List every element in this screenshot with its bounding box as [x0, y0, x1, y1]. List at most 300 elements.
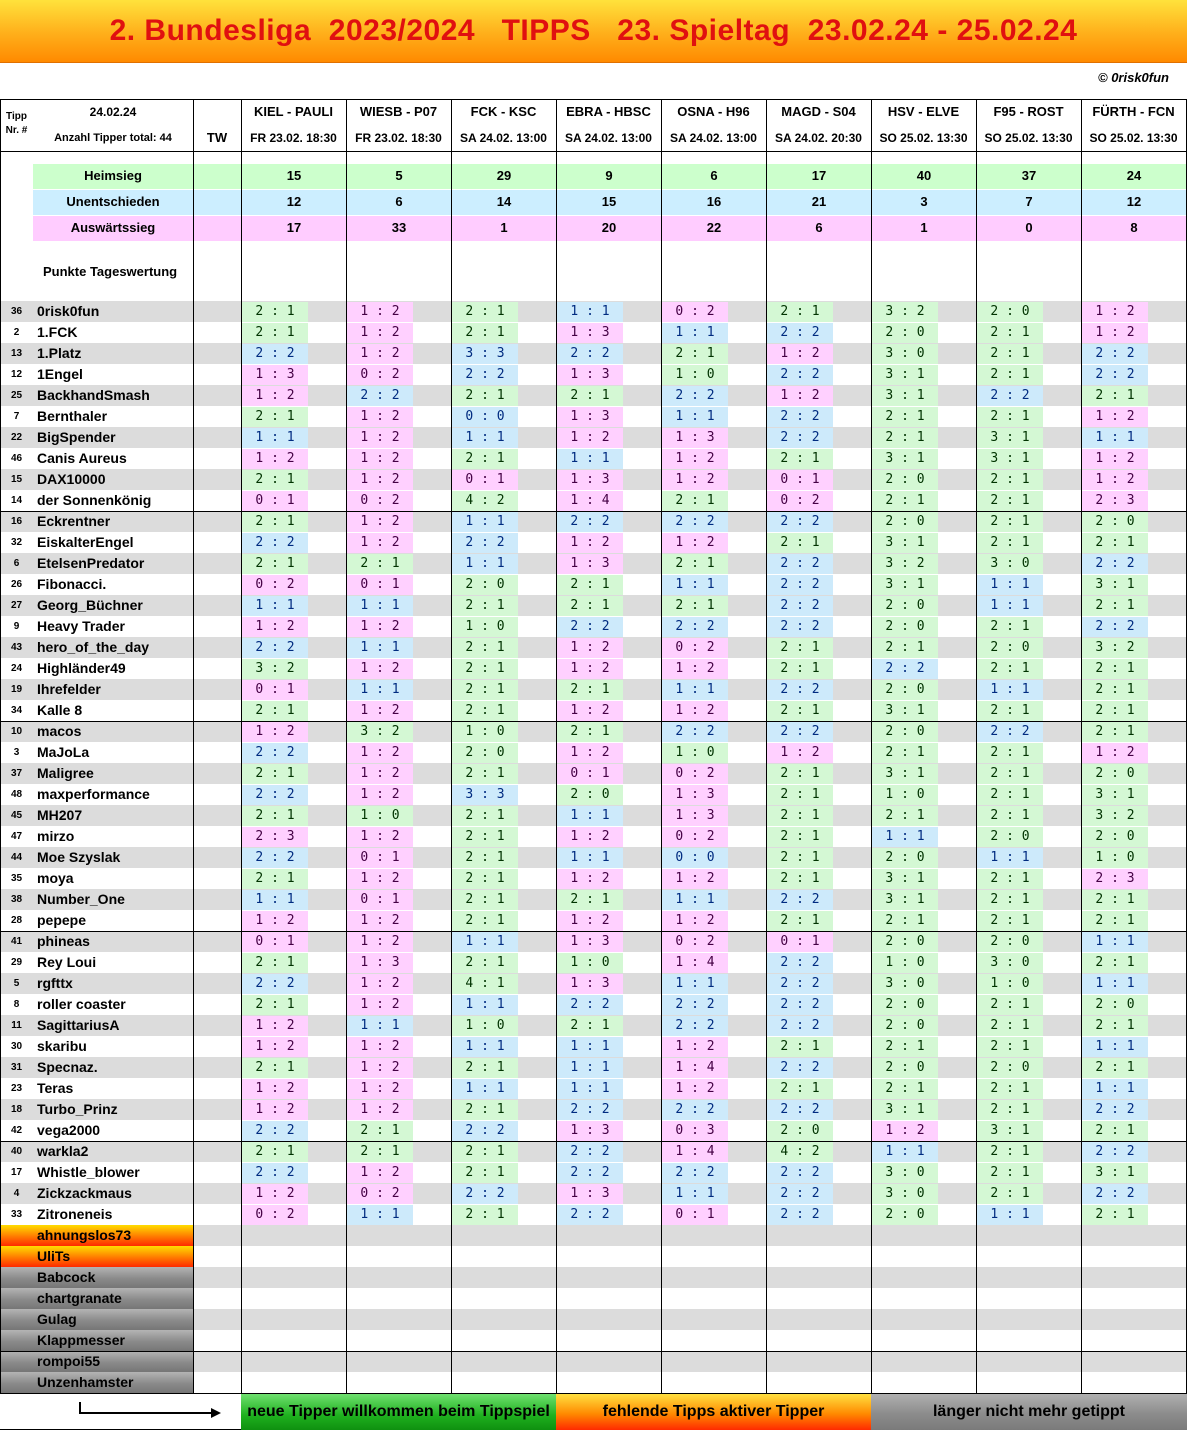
tip-cell: 2 : 2	[662, 1016, 728, 1036]
tip-cell: 1 : 2	[347, 911, 413, 931]
tip-cell: 1 : 2	[347, 1058, 413, 1078]
tipper-name: macos	[37, 723, 82, 739]
tip-cell: 1 : 2	[242, 386, 308, 406]
tip-cell: 3 : 2	[347, 722, 413, 742]
tipper-nr: 13	[10, 348, 23, 359]
tip-cell: 3 : 1	[977, 449, 1043, 469]
tip-cell: 2 : 2	[242, 743, 308, 763]
tipper-nr: 44	[10, 852, 23, 863]
tip-cell: 1 : 2	[242, 911, 308, 931]
grid-vline	[1081, 99, 1082, 1393]
tipper-nr: 34	[10, 705, 23, 716]
tip-cell: 2 : 0	[1082, 827, 1148, 847]
tip-cell: 3 : 2	[872, 554, 938, 574]
tipper-name: pepepe	[37, 912, 87, 928]
stat-value: 14	[452, 190, 556, 215]
grid-vline	[241, 99, 242, 1393]
tip-cell: 2 : 0	[767, 1121, 833, 1141]
tipper-name: SagittariusA	[37, 1017, 120, 1033]
stat-value: 37	[977, 164, 1081, 189]
tip-cell: 2 : 1	[452, 302, 518, 322]
tip-cell: 2 : 1	[977, 1142, 1043, 1162]
tip-cell: 0 : 1	[557, 764, 623, 784]
tip-cell: 2 : 2	[242, 1121, 308, 1141]
tip-cell: 2 : 1	[767, 785, 833, 805]
tip-cell: 2 : 1	[1082, 533, 1148, 553]
tip-cell: 2 : 2	[767, 995, 833, 1015]
tipper-name: Zitroneneis	[37, 1206, 113, 1222]
tip-cell: 2 : 2	[767, 953, 833, 973]
tip-cell: 2 : 1	[242, 764, 308, 784]
tip-cell: 2 : 0	[872, 596, 938, 616]
tip-cell: 2 : 2	[767, 575, 833, 595]
tip-cell: 2 : 0	[977, 932, 1043, 952]
tip-cell: 2 : 1	[767, 449, 833, 469]
tip-cell: 1 : 1	[557, 449, 623, 469]
tip-cell: 2 : 2	[1082, 344, 1148, 364]
tipper-name: 1.FCK	[37, 324, 78, 340]
tip-cell: 2 : 1	[452, 701, 518, 721]
tipper-nr: 38	[10, 894, 23, 905]
tip-cell: 2 : 1	[977, 701, 1043, 721]
tipper-nr: 3	[13, 747, 20, 758]
match-time: SA 24.02. 13:00	[565, 131, 652, 145]
tipper-name: Number_One	[37, 891, 125, 907]
tip-cell: 1 : 0	[662, 743, 728, 763]
tip-cell: 2 : 2	[767, 1016, 833, 1036]
tipper-nr: 46	[10, 453, 23, 464]
tip-cell: 2 : 1	[452, 890, 518, 910]
tip-cell: 1 : 2	[662, 659, 728, 679]
tipper-nr: 19	[10, 684, 23, 695]
tipper-name: Turbo_Prinz	[37, 1101, 118, 1117]
tip-cell: 1 : 0	[452, 722, 518, 742]
tip-cell: 2 : 0	[1082, 995, 1148, 1015]
tip-cell: 2 : 2	[767, 596, 833, 616]
date-header: 24.02.24	[89, 105, 137, 119]
match-time: FR 23.02. 18:30	[250, 131, 337, 145]
tipper-name: EtelsenPredator	[37, 555, 145, 571]
stat-value: 6	[662, 164, 766, 189]
tip-cell: 2 : 1	[872, 491, 938, 511]
tip-cell: 1 : 3	[662, 806, 728, 826]
tip-cell: 1 : 2	[767, 386, 833, 406]
tipper-nr: 25	[10, 390, 23, 401]
tip-cell: 2 : 1	[872, 911, 938, 931]
tip-cell: 2 : 1	[347, 554, 413, 574]
stat-tw	[193, 164, 241, 189]
grid-hline	[0, 721, 1187, 722]
tip-cell: 3 : 0	[977, 953, 1043, 973]
tip-cell: 1 : 1	[1082, 1037, 1148, 1057]
tipper-nr: 15	[10, 474, 23, 485]
stat-value: 5	[347, 164, 451, 189]
stat-value: 24	[1082, 164, 1186, 189]
tip-cell: 1 : 1	[662, 680, 728, 700]
tip-cell: 1 : 2	[1082, 743, 1148, 763]
tip-cell: 4 : 1	[452, 974, 518, 994]
tip-cell: 0 : 3	[662, 1121, 728, 1141]
tip-cell: 2 : 2	[662, 995, 728, 1015]
missing-tipper-name: rompoi55	[37, 1353, 101, 1369]
tip-cell: 1 : 1	[347, 1205, 413, 1225]
tip-cell: 2 : 1	[872, 1079, 938, 1099]
stat-value: 9	[557, 164, 661, 189]
tip-cell: 1 : 2	[767, 344, 833, 364]
tip-cell: 4 : 2	[452, 491, 518, 511]
tip-cell: 0 : 2	[662, 827, 728, 847]
tipper-nr: 12	[10, 369, 23, 380]
legend-inactive: länger nicht mehr getippt	[871, 1394, 1187, 1430]
tip-cell: 2 : 1	[767, 764, 833, 784]
tip-cell: 2 : 2	[872, 659, 938, 679]
tipper-nr: 7	[13, 411, 20, 422]
tipper-name: DAX10000	[37, 471, 106, 487]
tip-cell: 3 : 3	[452, 785, 518, 805]
tip-cell: 3 : 1	[1082, 575, 1148, 595]
tip-cell: 3 : 2	[242, 659, 308, 679]
missing-tipper-name: Gulag	[37, 1311, 77, 1327]
grid-vline	[556, 99, 557, 1393]
tip-cell: 2 : 1	[767, 659, 833, 679]
tip-cell: 2 : 1	[977, 911, 1043, 931]
tip-cell: 1 : 4	[662, 1058, 728, 1078]
tip-cell: 2 : 1	[1082, 596, 1148, 616]
tip-cell: 1 : 1	[662, 323, 728, 343]
tipper-name: Kalle 8	[37, 702, 83, 718]
tip-cell: 2 : 3	[242, 827, 308, 847]
tip-cell: 1 : 2	[347, 1079, 413, 1099]
tip-cell: 2 : 0	[977, 1058, 1043, 1078]
tip-cell: 2 : 2	[662, 386, 728, 406]
tip-cell: 1 : 2	[242, 722, 308, 742]
tip-cell: 2 : 0	[557, 785, 623, 805]
tip-cell: 2 : 1	[242, 701, 308, 721]
tipper-nr: 2	[13, 327, 20, 338]
tip-cell: 1 : 4	[662, 1142, 728, 1162]
tipper-nr: 6	[13, 558, 20, 569]
tip-cell: 2 : 1	[1082, 386, 1148, 406]
tip-cell: 1 : 1	[1082, 428, 1148, 448]
tip-cell: 2 : 2	[452, 365, 518, 385]
tip-cell: 3 : 1	[872, 386, 938, 406]
tipper-name: EiskalterEngel	[37, 534, 134, 550]
tip-cell: 1 : 3	[557, 470, 623, 490]
tip-cell: 2 : 1	[977, 470, 1043, 490]
tip-cell: 1 : 2	[1082, 449, 1148, 469]
match-pair: EBRA - HBSC	[566, 104, 651, 119]
tip-cell: 2 : 1	[977, 1016, 1043, 1036]
tip-cell: 2 : 1	[242, 1058, 308, 1078]
tip-cell: 1 : 2	[347, 827, 413, 847]
tip-cell: 2 : 2	[557, 1163, 623, 1183]
tip-cell: 2 : 2	[1082, 554, 1148, 574]
tipper-name: Moe Szyslak	[37, 849, 121, 865]
tip-cell: 1 : 1	[662, 890, 728, 910]
tip-cell: 1 : 2	[242, 1184, 308, 1204]
tip-cell: 1 : 0	[662, 365, 728, 385]
tip-cell: 2 : 1	[452, 386, 518, 406]
stat-value: 22	[662, 216, 766, 241]
tip-cell: 1 : 1	[872, 1142, 938, 1162]
tip-cell: 1 : 0	[872, 785, 938, 805]
tip-cell: 2 : 2	[767, 512, 833, 532]
tip-cell: 3 : 1	[872, 701, 938, 721]
tipper-name: BigSpender	[37, 429, 116, 445]
tip-cell: 1 : 3	[557, 932, 623, 952]
tip-cell: 1 : 2	[557, 911, 623, 931]
tipper-name: Highländer49	[37, 660, 126, 676]
tip-cell: 3 : 1	[872, 869, 938, 889]
tip-cell: 3 : 0	[872, 344, 938, 364]
tip-cell: 0 : 1	[767, 932, 833, 952]
tip-cell: 0 : 1	[242, 491, 308, 511]
tip-cell: 2 : 1	[872, 743, 938, 763]
tip-cell: 1 : 1	[557, 1079, 623, 1099]
tip-cell: 2 : 1	[452, 1100, 518, 1120]
tip-cell: 1 : 1	[557, 848, 623, 868]
tip-cell: 1 : 2	[347, 1100, 413, 1120]
stat-value: 40	[872, 164, 976, 189]
tipper-nr: 37	[10, 768, 23, 779]
tip-cell: 2 : 1	[977, 869, 1043, 889]
tip-cell: 2 : 1	[1082, 1016, 1148, 1036]
tip-cell: 2 : 0	[452, 575, 518, 595]
tip-cell: 2 : 1	[977, 806, 1043, 826]
tip-cell: 1 : 2	[347, 617, 413, 637]
grid-vline	[346, 99, 347, 1393]
tip-cell: 2 : 1	[557, 575, 623, 595]
tip-cell: 2 : 2	[557, 344, 623, 364]
tip-cell: 2 : 1	[557, 890, 623, 910]
tip-cell: 2 : 1	[662, 554, 728, 574]
tip-cell: 2 : 0	[872, 1205, 938, 1225]
tipper-name: 1.Platz	[37, 345, 82, 361]
missing-tipper-name: Babcock	[37, 1269, 96, 1285]
stat-value: 1	[872, 216, 976, 241]
tip-cell: 1 : 1	[662, 575, 728, 595]
tip-cell: 2 : 1	[242, 407, 308, 427]
tip-cell: 1 : 2	[242, 1037, 308, 1057]
tip-cell: 2 : 0	[452, 743, 518, 763]
tip-cell: 1 : 2	[347, 743, 413, 763]
tip-cell: 2 : 1	[977, 1037, 1043, 1057]
tip-cell: 2 : 0	[977, 638, 1043, 658]
legend-new-tippers: neue Tipper willkommen beim Tippspiel	[241, 1394, 556, 1430]
tip-cell: 2 : 1	[242, 1142, 308, 1162]
match-pair: OSNA - H96	[677, 104, 750, 119]
tipper-total: Anzahl Tipper total: 44	[54, 132, 172, 144]
tip-cell: 2 : 1	[452, 1058, 518, 1078]
tip-cell: 1 : 2	[347, 470, 413, 490]
tip-cell: 1 : 2	[347, 1163, 413, 1183]
tip-cell: 2 : 2	[767, 1058, 833, 1078]
tip-cell: 0 : 2	[662, 638, 728, 658]
tipper-name: Georg_Büchner	[37, 597, 143, 613]
tip-cell: 1 : 0	[452, 1016, 518, 1036]
tip-cell: 1 : 2	[662, 701, 728, 721]
tip-cell: 2 : 0	[1082, 512, 1148, 532]
tip-cell: 2 : 1	[452, 848, 518, 868]
tip-cell: 1 : 2	[347, 995, 413, 1015]
tip-cell: 0 : 2	[767, 491, 833, 511]
match-pair: F95 - ROST	[993, 104, 1064, 119]
tipper-name: MH207	[37, 807, 83, 823]
tip-cell: 1 : 1	[242, 596, 308, 616]
tip-cell: 1 : 2	[347, 302, 413, 322]
tip-cell: 1 : 1	[347, 638, 413, 658]
match-pair: KIEL - PAULI	[254, 104, 333, 119]
grid-vline	[0, 99, 1, 1393]
tip-cell: 2 : 2	[557, 1205, 623, 1225]
tipper-name: BackhandSmash	[37, 387, 150, 403]
tip-cell: 1 : 1	[662, 407, 728, 427]
tip-cell: 1 : 2	[347, 785, 413, 805]
tip-cell: 2 : 1	[872, 428, 938, 448]
tipper-name: Whistle_blower	[37, 1164, 140, 1180]
stat-value: 15	[242, 164, 346, 189]
tip-cell: 3 : 2	[1082, 806, 1148, 826]
tip-cell: 2 : 1	[347, 1142, 413, 1162]
tip-cell: 2 : 1	[662, 596, 728, 616]
tip-cell: 0 : 2	[347, 1184, 413, 1204]
tip-cell: 2 : 2	[767, 680, 833, 700]
tip-cell: 1 : 2	[347, 659, 413, 679]
tip-cell: 2 : 2	[452, 533, 518, 553]
stat-tw	[193, 216, 241, 241]
tip-cell: 2 : 0	[872, 995, 938, 1015]
tip-cell: 2 : 2	[662, 722, 728, 742]
tip-cell: 2 : 0	[872, 1016, 938, 1036]
stat-value: 33	[347, 216, 451, 241]
match-time: SA 24.02. 20:30	[775, 131, 862, 145]
tip-cell: 1 : 1	[452, 428, 518, 448]
tipper-name: 0risk0fun	[37, 303, 100, 319]
tip-cell: 2 : 1	[452, 953, 518, 973]
tip-cell: 1 : 2	[1082, 470, 1148, 490]
tip-cell: 1 : 2	[872, 1121, 938, 1141]
tip-cell: 2 : 2	[767, 407, 833, 427]
tip-cell: 1 : 2	[1082, 302, 1148, 322]
tip-cell: 1 : 2	[557, 428, 623, 448]
tip-cell: 2 : 0	[872, 848, 938, 868]
tipper-name: Rey Loui	[37, 954, 97, 970]
tip-cell: 1 : 2	[557, 701, 623, 721]
tip-cell: 1 : 2	[1082, 323, 1148, 343]
match-time: SO 25.02. 13:30	[1089, 131, 1178, 145]
tip-cell: 2 : 1	[977, 1184, 1043, 1204]
tipper-name: phineas	[37, 933, 90, 949]
tip-cell: 0 : 1	[452, 470, 518, 490]
tip-cell: 0 : 2	[662, 932, 728, 952]
tip-cell: 2 : 1	[1082, 680, 1148, 700]
tip-cell: 2 : 1	[452, 869, 518, 889]
tip-cell: 1 : 2	[347, 407, 413, 427]
tip-cell: 1 : 2	[557, 827, 623, 847]
tip-cell: 1 : 2	[662, 911, 728, 931]
tip-cell: 1 : 2	[767, 743, 833, 763]
stat-label: Unentschieden	[33, 190, 193, 215]
tip-cell: 1 : 3	[557, 974, 623, 994]
tip-cell: 2 : 1	[977, 344, 1043, 364]
tip-cell: 2 : 2	[242, 974, 308, 994]
tip-cell: 1 : 3	[557, 1184, 623, 1204]
tip-cell: 2 : 1	[452, 764, 518, 784]
match-time: FR 23.02. 18:30	[355, 131, 442, 145]
tip-cell: 2 : 0	[872, 617, 938, 637]
tip-cell: 1 : 3	[662, 785, 728, 805]
tipper-name: Eckrentner	[37, 513, 111, 529]
tip-cell: 2 : 2	[767, 428, 833, 448]
tip-cell: 2 : 2	[767, 1100, 833, 1120]
tip-cell: 2 : 2	[767, 323, 833, 343]
tipper-nr: 14	[10, 495, 23, 506]
tip-cell: 3 : 1	[1082, 785, 1148, 805]
tip-cell: 2 : 1	[557, 596, 623, 616]
match-pair: FCK - KSC	[470, 104, 537, 119]
tipper-nr: 42	[10, 1125, 23, 1136]
tip-cell: 1 : 4	[557, 491, 623, 511]
tipper-name: Maligree	[37, 765, 94, 781]
tip-cell: 2 : 2	[557, 1100, 623, 1120]
tip-cell: 2 : 1	[1082, 722, 1148, 742]
arrow-icon	[0, 1394, 241, 1430]
tip-cell: 2 : 1	[452, 911, 518, 931]
tip-cell: 2 : 1	[977, 533, 1043, 553]
grid-hline	[0, 99, 1187, 100]
tipper-nr: 41	[10, 936, 23, 947]
tip-cell: 1 : 1	[662, 1184, 728, 1204]
tipper-nr: 45	[10, 810, 23, 821]
tip-cell: 2 : 2	[557, 512, 623, 532]
tip-cell: 1 : 1	[977, 1205, 1043, 1225]
tip-cell: 2 : 1	[977, 617, 1043, 637]
tipper-nr: 43	[10, 642, 23, 653]
tip-cell: 2 : 1	[977, 785, 1043, 805]
tip-cell: 2 : 0	[872, 470, 938, 490]
tip-cell: 2 : 1	[242, 323, 308, 343]
tip-cell: 2 : 1	[767, 911, 833, 931]
tipper-nr: 30	[10, 1041, 23, 1052]
tip-cell: 1 : 2	[347, 428, 413, 448]
tipper-nr: 31	[10, 1062, 23, 1073]
tip-cell: 2 : 2	[242, 1163, 308, 1183]
arrow-right-icon	[0, 1394, 241, 1430]
match-time: SA 24.02. 13:00	[670, 131, 757, 145]
tip-cell: 1 : 2	[662, 869, 728, 889]
stat-value: 17	[767, 164, 871, 189]
tip-cell: 2 : 2	[242, 785, 308, 805]
tip-cell: 0 : 2	[347, 365, 413, 385]
stat-value: 29	[452, 164, 556, 189]
tipper-name: vega2000	[37, 1122, 101, 1138]
tip-cell: 2 : 3	[1082, 491, 1148, 511]
tip-cell: 2 : 1	[767, 827, 833, 847]
page-title: 2. Bundesliga 2023/2024 TIPPS 23. Spieltag 23.02.24 - 25.02.24	[0, 0, 1187, 63]
tip-cell: 2 : 0	[872, 680, 938, 700]
tip-cell: 2 : 2	[767, 890, 833, 910]
tip-cell: 4 : 2	[767, 1142, 833, 1162]
tip-cell: 1 : 2	[662, 470, 728, 490]
tip-cell: 1 : 2	[242, 1079, 308, 1099]
tip-cell: 1 : 1	[452, 554, 518, 574]
tip-cell: 1 : 3	[242, 365, 308, 385]
tip-cell: 2 : 2	[557, 617, 623, 637]
tip-cell: 2 : 1	[1082, 911, 1148, 931]
tipper-nr: 17	[10, 1167, 23, 1178]
tip-cell: 2 : 2	[767, 974, 833, 994]
tip-cell: 2 : 1	[452, 680, 518, 700]
